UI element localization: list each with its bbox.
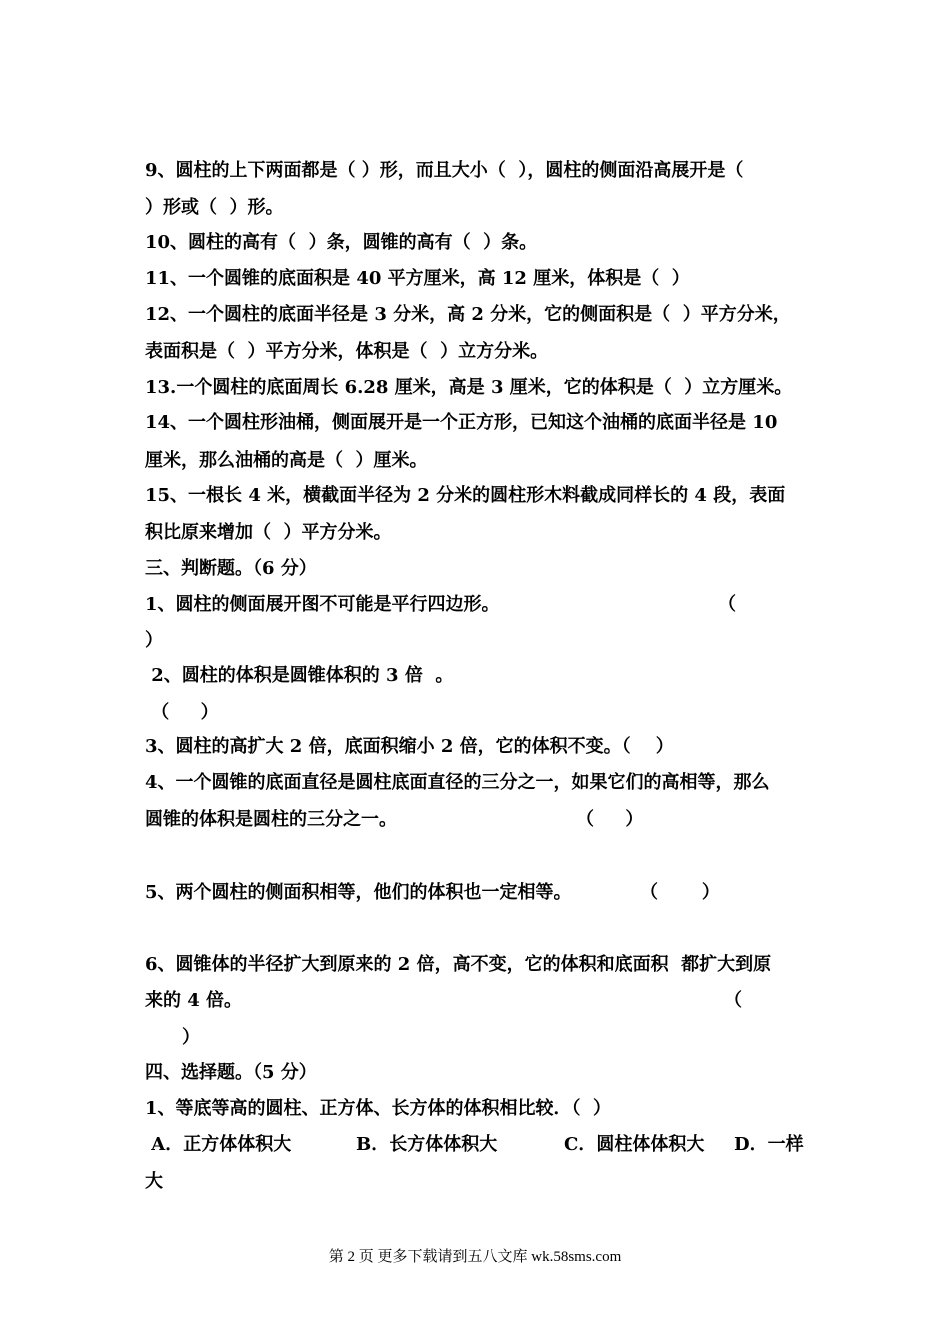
judge-1-open-paren: （ — [718, 594, 736, 615]
judge-1-close-paren: ） — [145, 630, 163, 651]
choice-1-option-d-cont: 大 — [145, 1171, 163, 1192]
judge-6-open-paren: （ — [724, 990, 742, 1011]
judge-5-paren: （ ） — [640, 882, 720, 903]
question-13: 13.一个圆柱的底面周长 6.28 厘米，高是 3 厘米，它的体积是（ ）立方厘米。 — [145, 377, 793, 398]
question-12-line-2: 表面积是（ ）平方分米，体积是（ ）立方分米。 — [145, 341, 549, 362]
section-3-heading: 三、判断题。（6 分） — [145, 558, 317, 579]
judge-4-line-1: 4、一个圆锥的底面直径是圆柱底面直径的三分之一，如果它们的高相等，那么 — [145, 772, 770, 793]
judge-1: 1、圆柱的侧面展开图不可能是平行四边形。 — [145, 594, 500, 615]
judge-4-paren: （ ） — [576, 809, 644, 830]
judge-4-line-2: 圆锥的体积是圆柱的三分之一。 — [145, 809, 397, 830]
choice-1-option-c: C．圆柱体体积大 — [564, 1134, 705, 1155]
judge-6-line-1: 6、圆锥体的半径扩大到原来的 2 倍，高不变，它的体积和底面积 都扩大到原 — [145, 954, 772, 975]
judge-5: 5、两个圆柱的侧面积相等，他们的体积也一定相等。 — [145, 882, 572, 903]
judge-2: 2、圆柱的体积是圆锥体积的 3 倍 。 — [145, 665, 454, 686]
judge-6-close-paren: ） — [182, 1027, 200, 1048]
choice-1: 1、等底等高的圆柱、正方体、长方体的体积相比较．（ ） — [145, 1098, 612, 1119]
question-9-line-2: ）形或（ ）形。 — [145, 197, 284, 218]
choice-1-option-b: B．长方体体积大 — [356, 1134, 498, 1155]
section-4-heading: 四、选择题。（5 分） — [145, 1062, 317, 1083]
question-10: 10、圆柱的高有（ ）条，圆锥的高有（ ）条。 — [145, 232, 538, 253]
judge-2-paren: （ ） — [145, 702, 219, 723]
question-14-line-1: 14、一个圆柱形油桶，侧面展开是一个正方形，已知这个油桶的底面半径是 10 — [145, 412, 778, 433]
judge-6-line-2: 来的 4 倍。 — [145, 990, 243, 1011]
choice-1-option-a: A．正方体体积大 — [145, 1134, 292, 1155]
question-15-line-2: 积比原来增加（ ）平方分米。 — [145, 522, 392, 543]
judge-3: 3、圆柱的高扩大 2 倍，底面积缩小 2 倍，它的体积不变。（ ） — [145, 736, 674, 757]
question-14-line-2: 厘米，那么油桶的高是（ ）厘米。 — [145, 450, 428, 471]
page-footer: 第 2 页 更多下载请到五八文库 wk.58sms.com — [328, 1249, 622, 1265]
question-9-line-1: 9、圆柱的上下两面都是（ ）形，而且大小（ ），圆柱的侧面沿高展开是（ — [145, 160, 744, 181]
question-11: 11、一个圆锥的底面积是 40 平方厘米，高 12 厘米，体积是（ ） — [145, 268, 690, 289]
choice-1-option-d: D．一样 — [734, 1134, 804, 1155]
question-12-line-1: 12、一个圆柱的底面半径是 3 分米，高 2 分米，它的侧面积是（ ）平方分米， — [145, 304, 791, 325]
question-15-line-1: 15、一根长 4 米，横截面半径为 2 分米的圆柱形木料截成同样长的 4 段，表面 — [145, 485, 786, 506]
